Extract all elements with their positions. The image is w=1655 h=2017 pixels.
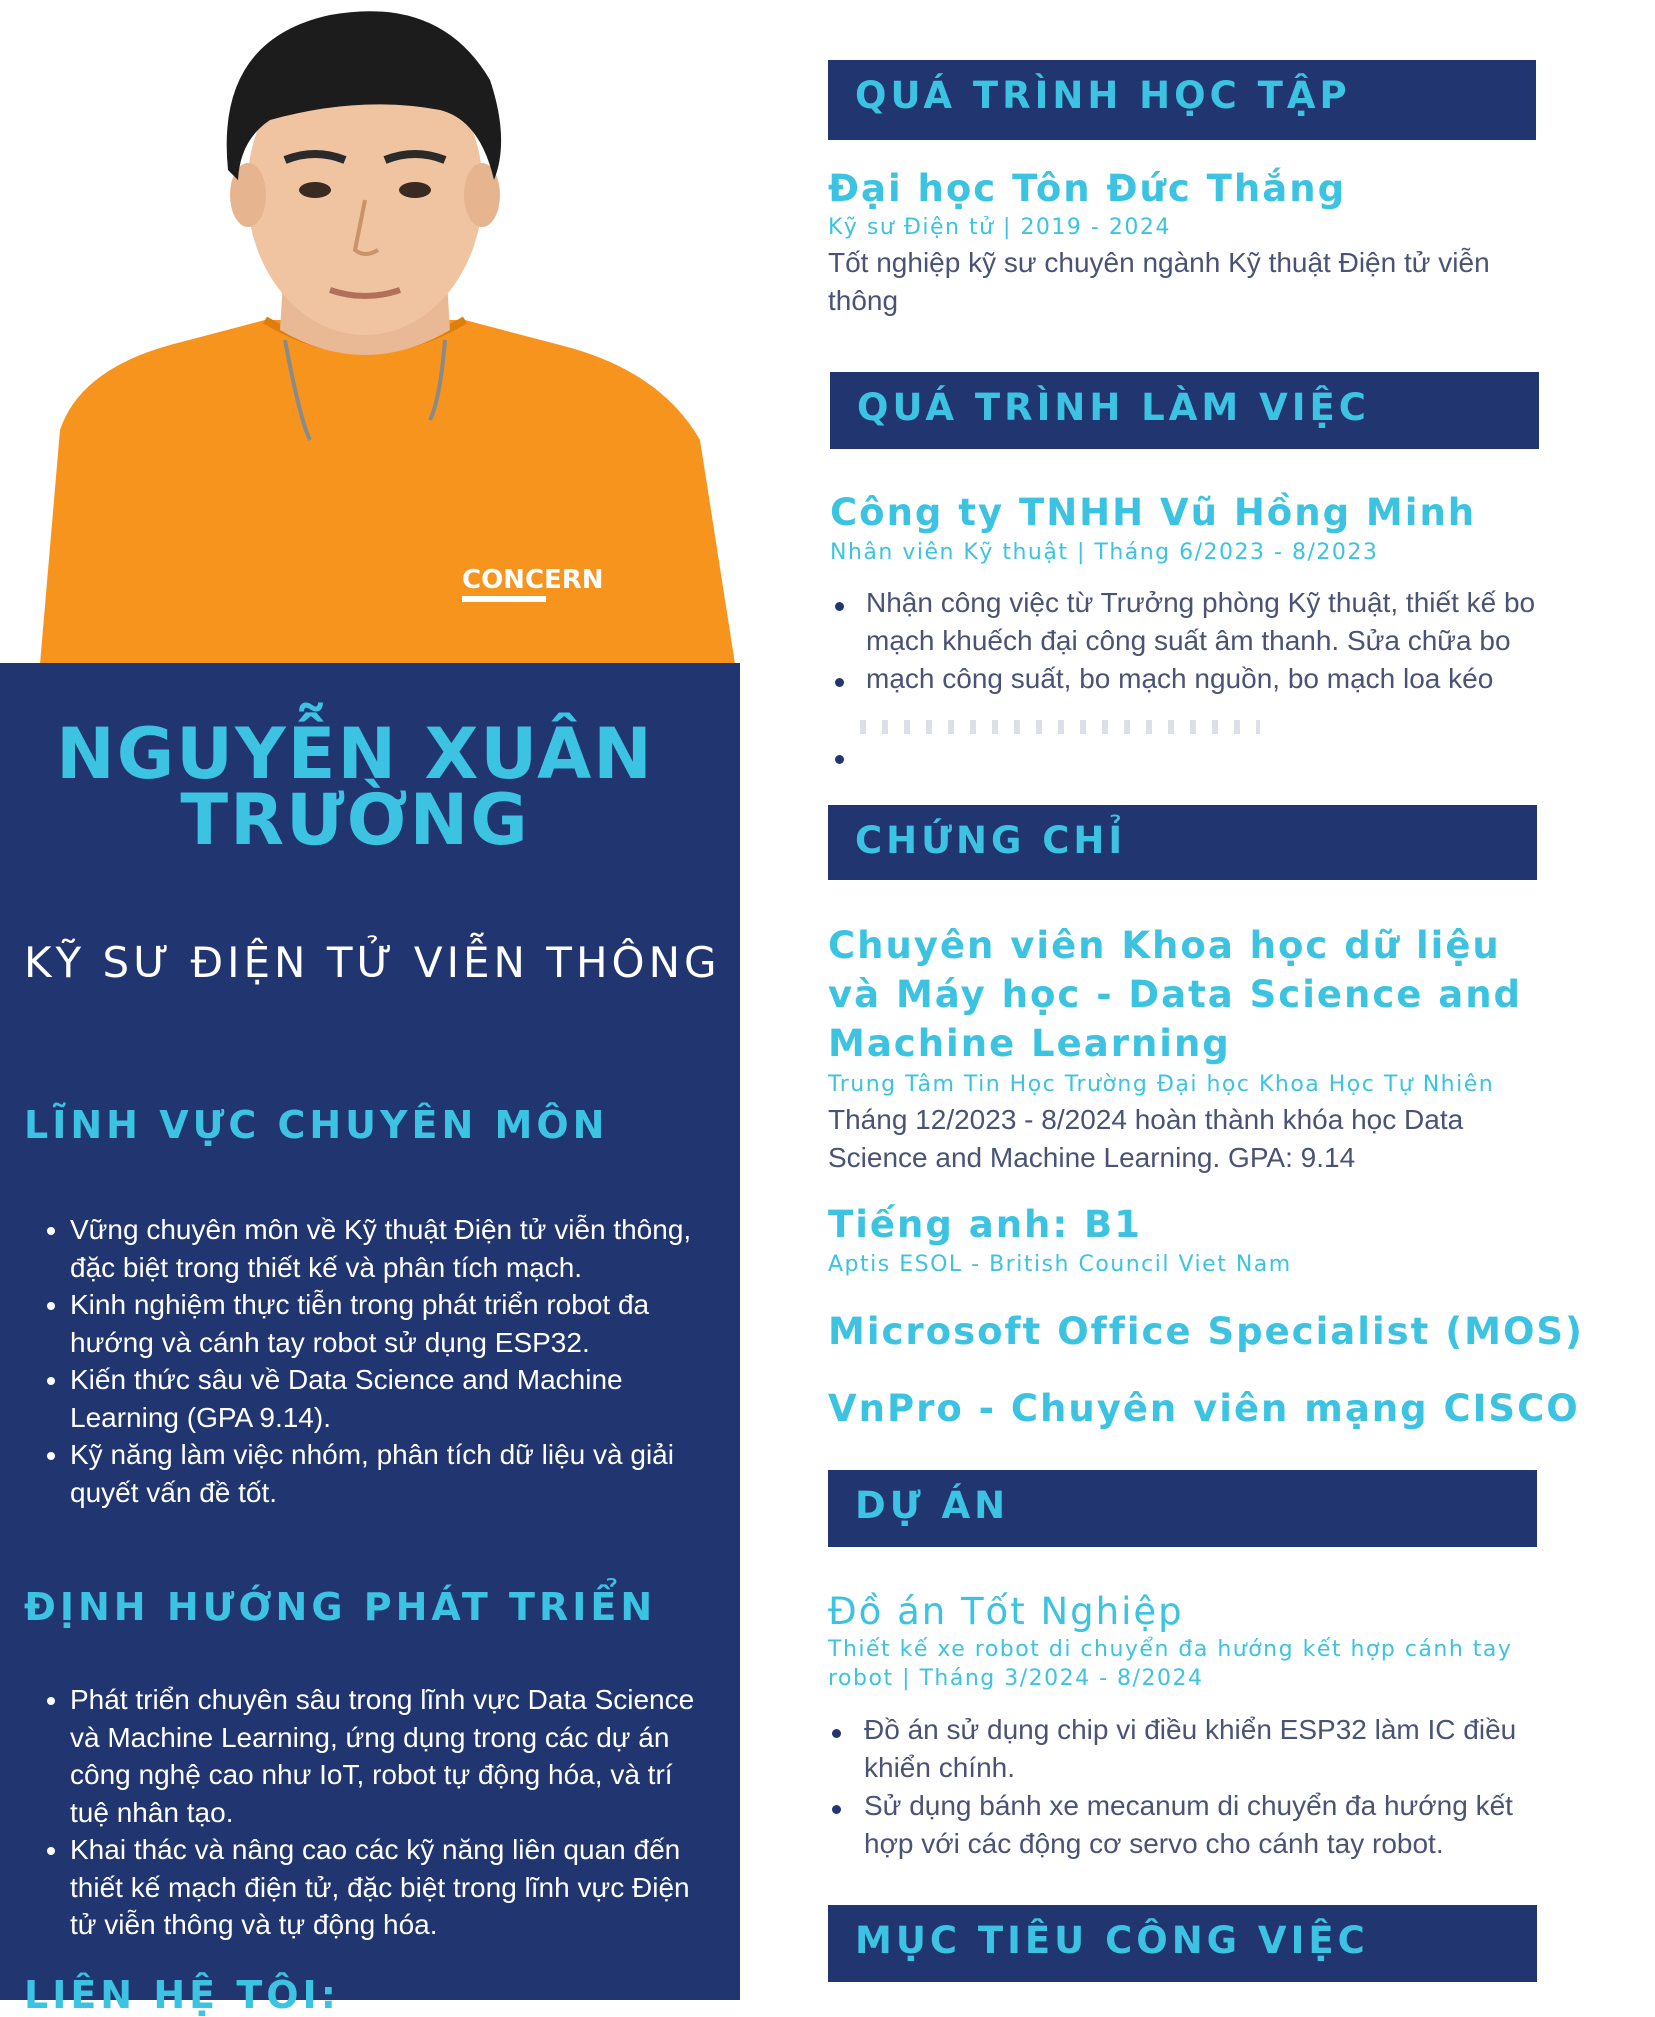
education-detail: Kỹ sư Điện tử | 2019 - 2024 xyxy=(828,215,1171,240)
certificate-org: Trung Tâm Tin Học Trường Đại học Khoa Học Tự Nhiên xyxy=(828,1072,1495,1097)
bullet-dot xyxy=(832,1805,841,1814)
name-line-1: NGUYỄN XUÂN xyxy=(56,713,654,795)
cut-off-text xyxy=(860,720,1260,734)
education-school: Đại học Tôn Đức Thắng xyxy=(828,167,1347,210)
candidate-name xyxy=(0,713,710,861)
project-title: Đồ án Tốt Nghiệp xyxy=(828,1590,1184,1633)
expertise-item: • Kinh nghiệm thực tiễn trong phát triển robot đa hướng và cánh tay robot sử dụng ESP32. xyxy=(70,1286,714,1361)
contact-heading: LIÊN HỆ TÔI: xyxy=(24,1973,340,2017)
expertise-item: • Kiến thức sâu về Data Science and Machine Learning (GPA 9.14). xyxy=(70,1361,714,1436)
project-item: Đồ án sử dụng chip vi điều khiển ESP32 làm IC điều khiển chính. xyxy=(864,1714,1517,1783)
orientation-item: • Phát triển chuyên sâu trong lĩnh vực Data Science và Machine Learning, ứng dụng trong các dự án công nghệ cao như IoT, robot tự động hóa, và trí tuệ nhân tạo. xyxy=(70,1681,714,1831)
section-header-certificates: CHỨNG CHỈ xyxy=(828,805,1537,880)
expertise-list xyxy=(24,1211,714,1511)
section-header-goal: MỤC TIÊU CÔNG VIỆC xyxy=(828,1905,1537,1982)
section-header-education: QUÁ TRÌNH HỌC TẬP xyxy=(828,60,1536,140)
bullet-dot xyxy=(832,1729,841,1738)
section-header-project: DỰ ÁN xyxy=(828,1470,1537,1547)
project-detail: Thiết kế xe robot di chuyển đa hướng kết hợp cánh tay robot | Tháng 3/2024 - 8/2024 xyxy=(828,1637,1513,1691)
profile-photo xyxy=(0,0,740,664)
certificate-description: Tháng 12/2023 - 8/2024 hoàn thành khóa học Data Science and Machine Learning. GPA: 9.14 xyxy=(828,1104,1464,1173)
expertise-item: • Kỹ năng làm việc nhóm, phân tích dữ liệu và giải quyết vấn đề tốt. xyxy=(70,1436,714,1511)
project-item: Sử dụng bánh xe mecanum di chuyển đa hướng kết hợp với các động cơ servo cho cánh tay robot. xyxy=(864,1790,1513,1859)
section-header-work: QUÁ TRÌNH LÀM VIỆC xyxy=(830,372,1539,449)
certificate-org: Aptis ESOL - British Council Viet Nam xyxy=(828,1252,1292,1277)
work-company: Công ty TNHH Vũ Hồng Minh xyxy=(830,491,1477,534)
bullet-dot xyxy=(835,755,844,764)
left-panel xyxy=(0,663,740,2017)
expertise-heading: LĨNH VỰC CHUYÊN MÔN xyxy=(24,1103,609,1147)
orientation-item: • Khai thác và nâng cao các kỹ năng liên quan đến thiết kế mạch điện tử, đặc biệt trong lĩnh vực Điện tử viễn thông và tự động hóa. xyxy=(70,1831,714,1944)
certificate-title: Microsoft Office Specialist (MOS) xyxy=(828,1310,1584,1353)
work-detail: Nhân viên Kỹ thuật | Tháng 6/2023 - 8/2023 xyxy=(830,540,1379,565)
certificate-title: VnPro - Chuyên viên mạng CISCO xyxy=(828,1387,1580,1430)
work-item: Nhận công việc từ Trưởng phòng Kỹ thuật, thiết kế bo mạch khuếch đại công suất âm thanh. Sửa chữa bo xyxy=(866,587,1536,656)
orientation-heading: ĐỊNH HƯỚNG PHÁT TRIỂN xyxy=(24,1585,657,1629)
shirt-logo-text: CONCERN xyxy=(462,565,604,595)
certificate-title: Chuyên viên Khoa học dữ liệu và Máy học - Data Science and Machine Learning xyxy=(828,924,1523,1065)
education-description: Tốt nghiệp kỹ sư chuyên ngành Kỹ thuật Điện tử viễn thông xyxy=(828,247,1490,316)
expertise-item: • Vững chuyên môn về Kỹ thuật Điện tử viễn thông, đặc biệt trong thiết kế và phân tích mạch. xyxy=(70,1211,714,1286)
orientation-list xyxy=(24,1681,714,1944)
certificate-title: Tiếng anh: B1 xyxy=(828,1203,1142,1246)
bullet-dot xyxy=(835,602,844,611)
name-line-2: TRƯỜNG xyxy=(180,779,530,861)
work-item: mạch công suất, bo mạch nguồn, bo mạch loa kéo xyxy=(866,663,1494,694)
job-title: KỸ SƯ ĐIỆN TỬ VIỄN THÔNG xyxy=(24,938,721,987)
bullet-dot xyxy=(835,678,844,687)
